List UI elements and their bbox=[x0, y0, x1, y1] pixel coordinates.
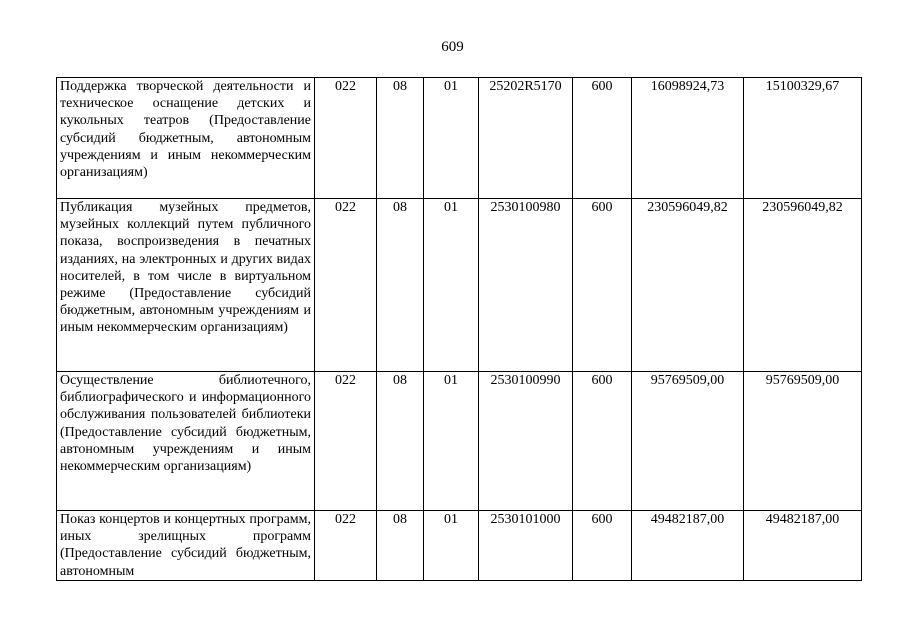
subsection-code: 01 bbox=[424, 511, 479, 581]
target-article-code: 2530101000 bbox=[479, 511, 573, 581]
ministry-code: 022 bbox=[315, 372, 377, 511]
ministry-code: 022 bbox=[315, 78, 377, 199]
amount-second: 230596049,82 bbox=[744, 199, 862, 372]
row-description: Публикация музейных предметов, музейных коллекций путем публичного показа, воспроизведения в печатных изданиях, на электронных и других видах носителей, в том числе в виртуальном режиме (Предоставление субсидий бюджетным, автономным учреждениям и иным некоммерческим организациям) bbox=[57, 199, 315, 372]
target-article-code: 2530100990 bbox=[479, 372, 573, 511]
section-code: 08 bbox=[377, 78, 424, 199]
row-description: Показ концертов и концертных программ, иных зрелищных программ (Предоставление субсидий бюджетным, автономным bbox=[57, 511, 315, 581]
table-row bbox=[57, 78, 862, 199]
row-description: Осуществление библиотечного, библиографического и информационного обслуживания пользователей библиотеки (Предоставление субсидий бюджетным, автономным учреждениям и иным некоммерческим организациям) bbox=[57, 372, 315, 511]
amount-first: 16098924,73 bbox=[632, 78, 744, 199]
row-description: Поддержка творческой деятельности и техническое оснащение детских и кукольных театров (Предоставление субсидий бюджетным, автономным учреждениям и иным некоммерческим организациям) bbox=[57, 78, 315, 199]
amount-first: 95769509,00 bbox=[632, 372, 744, 511]
subsection-code: 01 bbox=[424, 78, 479, 199]
expense-type-code: 600 bbox=[573, 372, 632, 511]
target-article-code: 25202R5170 bbox=[479, 78, 573, 199]
amount-second: 95769509,00 bbox=[744, 372, 862, 511]
amount-first: 230596049,82 bbox=[632, 199, 744, 372]
budget-table bbox=[56, 77, 862, 581]
expense-type-code: 600 bbox=[573, 78, 632, 199]
expense-type-code: 600 bbox=[573, 511, 632, 581]
table-row bbox=[57, 199, 862, 372]
amount-second: 15100329,67 bbox=[744, 78, 862, 199]
expense-type-code: 600 bbox=[573, 199, 632, 372]
subsection-code: 01 bbox=[424, 372, 479, 511]
amount-second: 49482187,00 bbox=[744, 511, 862, 581]
section-code: 08 bbox=[377, 372, 424, 511]
page-number: 609 bbox=[441, 39, 464, 55]
table-row bbox=[57, 511, 862, 581]
table-row bbox=[57, 372, 862, 511]
subsection-code: 01 bbox=[424, 199, 479, 372]
amount-first: 49482187,00 bbox=[632, 511, 744, 581]
section-code: 08 bbox=[377, 199, 424, 372]
ministry-code: 022 bbox=[315, 511, 377, 581]
ministry-code: 022 bbox=[315, 199, 377, 372]
target-article-code: 2530100980 bbox=[479, 199, 573, 372]
section-code: 08 bbox=[377, 511, 424, 581]
